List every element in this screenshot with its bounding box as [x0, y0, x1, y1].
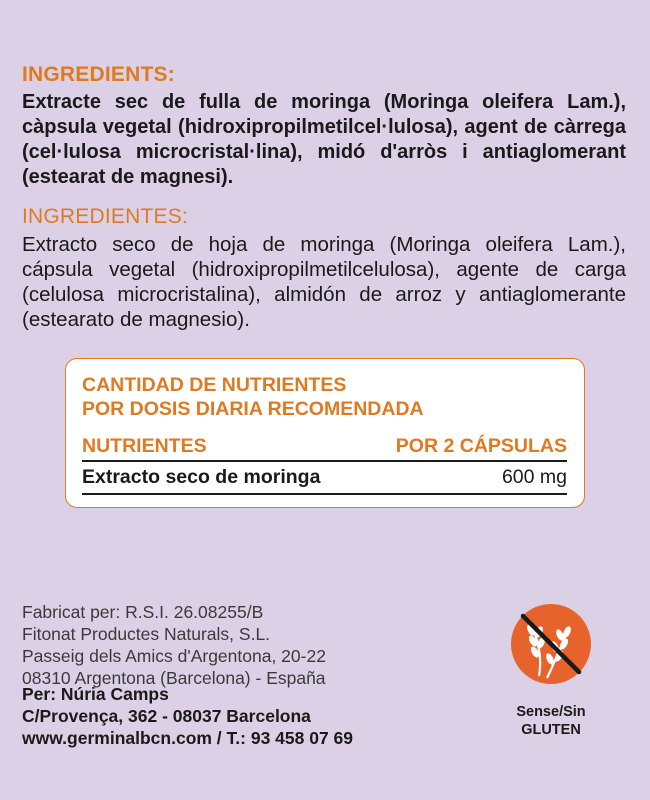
manufacturer-info — [22, 601, 326, 689]
distributor-info — [22, 683, 353, 749]
catalan-ingredients-title: INGREDIENTS: — [22, 63, 175, 86]
nutrients-table-header — [82, 435, 567, 462]
nutrient-name: Extracto seco de moringa — [82, 466, 321, 488]
header-per-dose: POR 2 CÁPSULAS — [395, 435, 567, 457]
distributor-line: C/Provença, 362 - 08037 Barcelona — [22, 706, 311, 726]
distributor-line: Per: Núria Camps — [22, 684, 169, 704]
spanish-ingredients-text: Extracto seco de hoja de moringa (Moringa oleifera Lam.), cápsula vegetal (hidroxipropilmetilcelulosa), agente de carga (celulosa microcristalina), almidón de arroz y antiaglomerante (estearato de magnesio). — [22, 233, 626, 331]
manufacturer-line: 08310 Argentona (Barcelona) - España — [22, 668, 326, 688]
manufacturer-line: Fabricat per: R.S.I. 26.08255/B — [22, 602, 264, 622]
nutrients-table-title-line2: POR DOSIS DIARIA RECOMENDADA — [82, 398, 424, 420]
table-row — [82, 466, 567, 495]
gluten-label-line1: Sense/Sin — [516, 704, 586, 720]
gluten-free-label — [488, 703, 614, 739]
spanish-ingredients-title: INGREDIENTES: — [22, 205, 188, 228]
nutrients-table — [65, 358, 585, 508]
gluten-label-line2: GLUTEN — [521, 722, 581, 738]
manufacturer-line: Fitonat Productes Naturals, S.L. — [22, 624, 271, 644]
header-nutrients: NUTRIENTES — [82, 435, 207, 457]
manufacturer-line: Passeig dels Amics d'Argentona, 20-22 — [22, 646, 326, 666]
catalan-ingredients-text: Extracte sec de fulla de moringa (Moringa oleifera Lam.), càpsula vegetal (hidroxipropilmetilcel·lulosa), agent de càrrega (cel·lulosa microcristal·lina), midó d'arròs i antiaglomerant (estearat de magnesi). — [22, 91, 626, 188]
crossed-wheat-icon — [509, 602, 593, 686]
nutrients-table-title — [82, 373, 424, 421]
distributor-line: www.germinalbcn.com / T.: 93 458 07 69 — [22, 728, 354, 748]
nutrients-table-title-line1: CANTIDAD DE NUTRIENTES — [82, 374, 347, 396]
nutrient-amount: 600 mg — [501, 466, 567, 488]
